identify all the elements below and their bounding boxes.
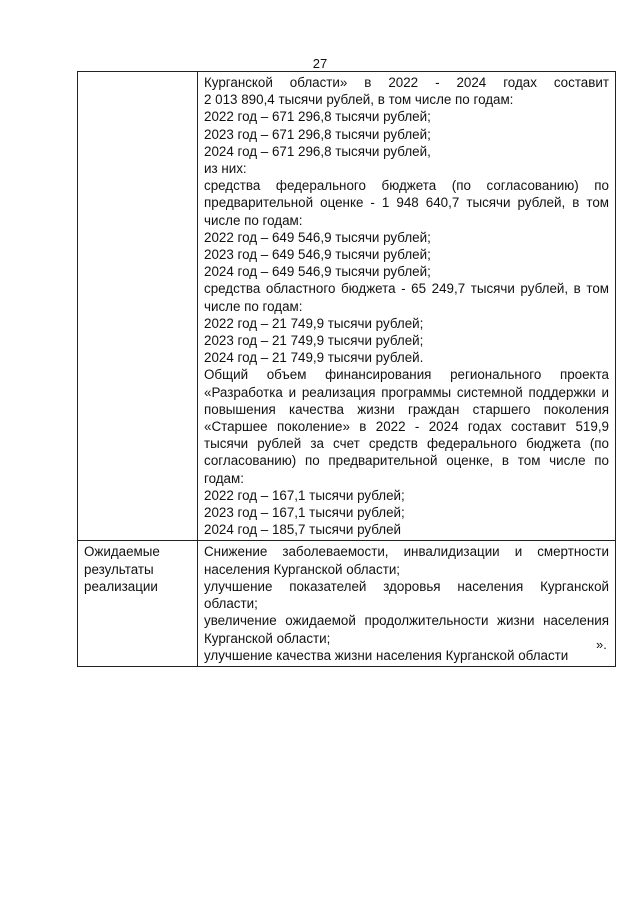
result-item: увеличение ожидаемой продолжительности жизни населения Курганской области; bbox=[204, 613, 609, 646]
financing-text-line: из них: bbox=[204, 161, 247, 177]
result-item: улучшение качества жизни населения Курганской области bbox=[204, 647, 569, 663]
financing-year-line: 2024 год – 185,7 тысячи рублей bbox=[204, 522, 402, 538]
financing-year-line: 2024 год – 649 546,9 тысячи рублей; bbox=[204, 264, 431, 280]
financing-text-line: 2 013 890,4 тысячи рублей, в том числе по годам: bbox=[204, 92, 514, 108]
result-item: улучшение показателей здоровья населения Курганской области; bbox=[204, 578, 609, 612]
financing-year-line: 2024 год – 671 296,8 тысячи рублей, bbox=[204, 143, 431, 159]
regional-project-paragraph: Общий объем финансирования регионального проекта «Разработка и реализация программы системной поддержки и повышения качества жизни граждан старшего поколения «Старшее поколение» в 2022 - 2024 годах составит 519,9 тысячи рублей за счет средств федерального бюджета (по согласованию) по предварительной оценке, в том числе по годам: bbox=[204, 367, 609, 486]
financing-year-line: 2022 год – 167,1 тысячи рублей; bbox=[204, 487, 405, 503]
financing-year-line: 2022 год – 671 296,8 тысячи рублей; bbox=[204, 109, 431, 125]
financing-year-line: 2022 год – 21 749,9 тысячи рублей; bbox=[204, 315, 424, 331]
table-row-expected-results bbox=[78, 541, 616, 666]
financing-year-line: 2023 год – 167,1 тысячи рублей; bbox=[204, 505, 405, 521]
financing-year-line: 2023 год – 671 296,8 тысячи рублей; bbox=[204, 126, 431, 142]
passport-table bbox=[77, 71, 616, 667]
result-item: Снижение заболеваемости, инвалидизации и смертности населения Курганской области; bbox=[204, 544, 609, 577]
federal-budget-paragraph: средства федерального бюджета (по согласованию) по предварительной оценке - 1 948 640,7 тысячи рублей, в том числе по годам: bbox=[204, 178, 609, 228]
page-number: 27 bbox=[312, 56, 328, 71]
row-content-financing bbox=[198, 72, 616, 541]
financing-year-line: 2023 год – 21 749,9 тысячи рублей; bbox=[204, 333, 424, 349]
row-label-expected-results: Ожидаемые результаты реализации bbox=[78, 541, 198, 666]
financing-text-line: Курганской области» в 2022 - 2024 годах составит bbox=[204, 75, 609, 90]
table-row-financing bbox=[78, 72, 616, 541]
closing-quote-mark: ». bbox=[596, 637, 607, 652]
row-content-expected-results bbox=[198, 541, 616, 666]
financing-year-line: 2024 год – 21 749,9 тысячи рублей. bbox=[204, 350, 424, 366]
financing-year-line: 2023 год – 649 546,9 тысячи рублей; bbox=[204, 247, 431, 263]
regional-budget-paragraph: средства областного бюджета - 65 249,7 тысячи рублей, в том числе по годам: bbox=[204, 281, 609, 314]
financing-year-line: 2022 год – 649 546,9 тысячи рублей; bbox=[204, 229, 431, 245]
row-label-financing bbox=[78, 72, 198, 541]
